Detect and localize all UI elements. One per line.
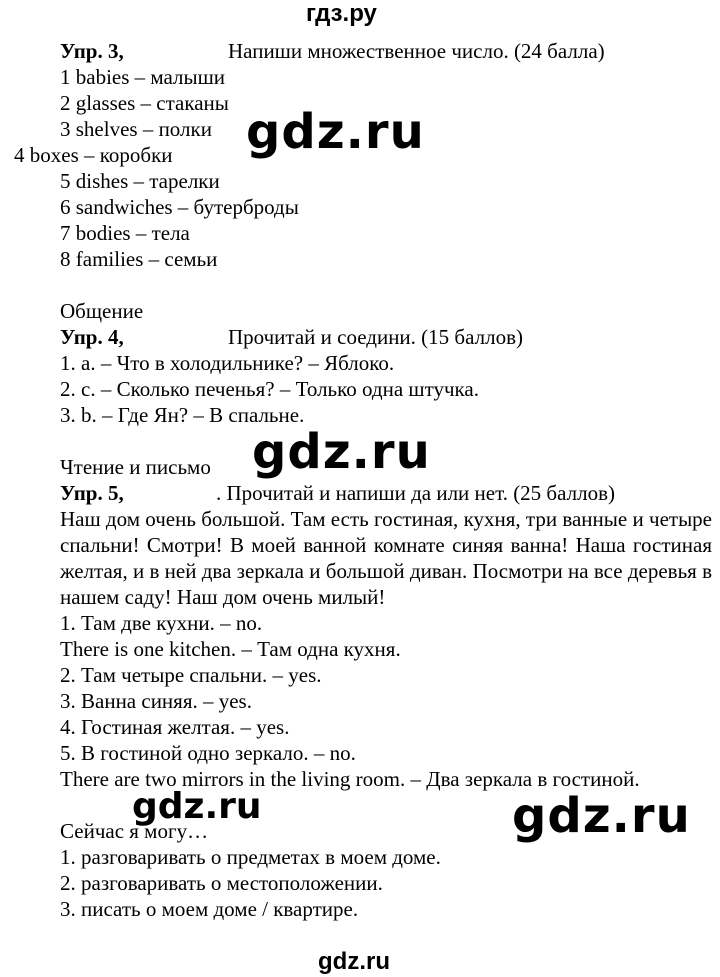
- can-do-item: 3. писать о моем доме / квартире.: [60, 897, 359, 921]
- watermark-large: gdz.ru: [252, 424, 431, 480]
- ex3-label: Упр. 3,: [60, 39, 124, 63]
- ex5-answer: 5. В гостиной одно зеркало. – no.: [60, 741, 356, 765]
- ex5-answer: 3. Ванна синяя. – yes.: [60, 689, 252, 713]
- ex3-item: 5 dishes – тарелки: [60, 169, 220, 193]
- ex5-answer: There are two mirrors in the living room. – Два зеркала в гостиной.: [60, 767, 640, 791]
- ex3-item: 7 bodies – тела: [60, 221, 190, 245]
- can-do-title: Сейчас я могу…: [60, 819, 209, 843]
- can-do-item: 1. разговаривать о предметах в моем доме.: [60, 845, 441, 869]
- ex3-item: 2 glasses – стаканы: [60, 91, 229, 115]
- ex3-item: 3 shelves – полки: [60, 117, 212, 141]
- ex4-item: 1. a. – Что в холодильнике? – Яблоко.: [60, 351, 395, 375]
- can-do-item: 2. разговаривать о местоположении.: [60, 871, 383, 895]
- section-heading-reading: Чтение и письмо: [60, 455, 211, 479]
- watermark-large: gdz.ru: [132, 786, 262, 827]
- ex3-item: 8 families – семьи: [60, 247, 218, 271]
- ex3-instruction: Напиши множественное число. (24 балла): [228, 39, 605, 63]
- ex5-instruction: . Прочитай и напиши да или нет. (25 баллов): [216, 481, 615, 505]
- ex5-answer: 2. Там четыре спальни. – yes.: [60, 663, 322, 687]
- section-heading-communication: Общение: [60, 299, 144, 323]
- ex3-item: 6 sandwiches – бутерброды: [60, 195, 299, 219]
- ex4-label: Упр. 4,: [60, 325, 124, 349]
- watermark-large: gdz.ru: [246, 104, 425, 160]
- ex3-item: 1 babies – малыши: [60, 65, 226, 89]
- ex5-label: Упр. 5,: [60, 481, 124, 505]
- watermark-bottom: gdz.ru: [318, 948, 390, 975]
- ex4-item: 2. c. – Сколько печенья? – Только одна штучка.: [60, 377, 479, 401]
- watermark-top: гдз.ру: [306, 0, 377, 27]
- ex5-answer: There is one kitchen. – Там одна кухня.: [60, 637, 401, 661]
- ex5-paragraph: Наш дом очень большой. Там есть гостиная, кухня, три ванные и четыре спальни! Смотри! В моей ванной комнате синяя ванна! Наша гостиная желтая, и в ней два зеркала и большой диван. Посмотри на все деревья в нашем саду! Наш дом очень милый!: [60, 507, 712, 609]
- watermark-large: gdz.ru: [512, 788, 691, 844]
- ex5-answer: 1. Там две кухни. – no.: [60, 611, 263, 635]
- ex3-item: 4 boxes – коробки: [14, 143, 173, 167]
- ex4-instruction: Прочитай и соедини. (15 баллов): [228, 325, 523, 349]
- ex5-answer: 4. Гостиная желтая. – yes.: [60, 715, 290, 739]
- ex4-item: 3. b. – Где Ян? – В спальне.: [60, 403, 305, 427]
